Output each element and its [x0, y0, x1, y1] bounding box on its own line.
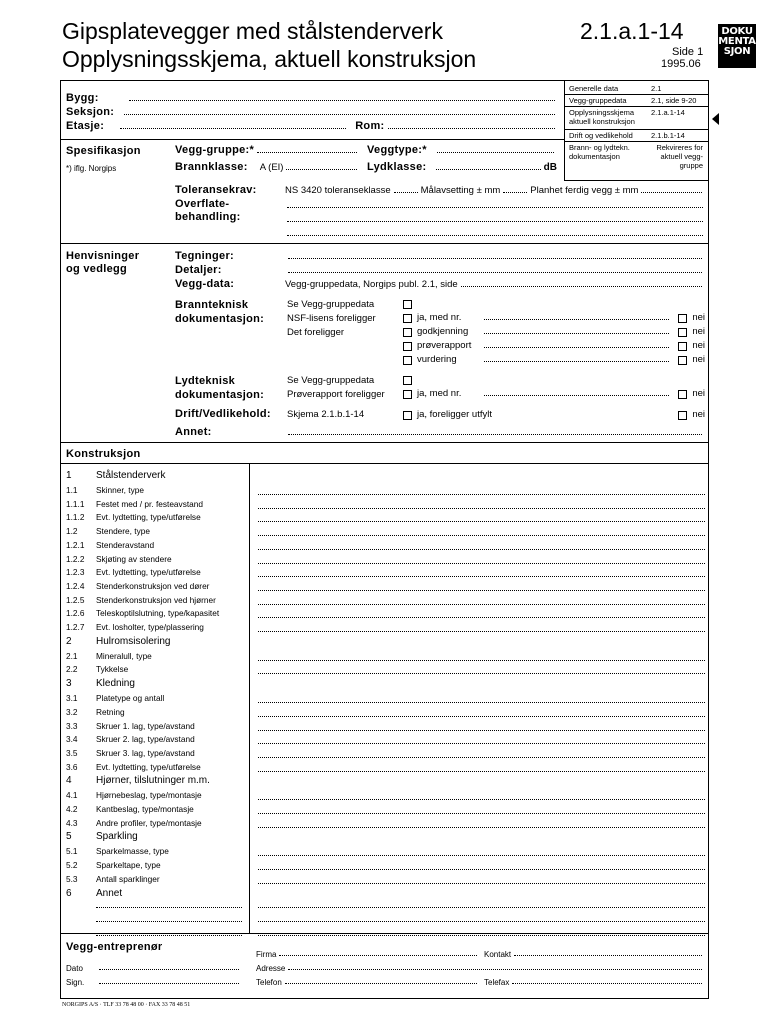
drift-ja-label: ja, foreligger utfylt: [417, 409, 492, 420]
item-label: Evt. lydtetting, type/utførelse: [96, 567, 201, 578]
ref-label: Generelle data: [569, 84, 619, 93]
item-number: 1.2.4: [66, 580, 85, 591]
veggtype-field[interactable]: [367, 144, 557, 156]
item-number: 3.4: [66, 734, 78, 745]
konstruksjon-item: [66, 581, 209, 591]
tegninger-label: Tegninger:: [175, 250, 235, 262]
veggtype-label: Veggtype:*: [367, 144, 427, 156]
drift-nei-label: nei: [692, 409, 705, 420]
annet-row[interactable]: [175, 426, 705, 438]
konstruksjon-item: [66, 707, 125, 717]
seksjon-row[interactable]: [66, 106, 558, 118]
item-label: Skinner, type: [96, 485, 144, 495]
proverapport-checkbox[interactable]: [403, 342, 412, 351]
item-label: Skruer 3. lag, type/avstand: [96, 747, 195, 758]
item-number: 3.3: [66, 720, 78, 731]
detaljer-row[interactable]: [175, 264, 705, 276]
answer-line[interactable]: [258, 734, 705, 744]
firma-row[interactable]: [256, 950, 480, 959]
answer-line[interactable]: [258, 608, 705, 618]
konstruksjon-item: [66, 790, 202, 800]
brannteknisk-label-2: dokumentasjon:: [175, 313, 265, 325]
item-label: Sparkling: [96, 831, 138, 843]
answer-line[interactable]: [258, 846, 705, 856]
item-number: 6: [66, 887, 72, 899]
lydteknisk-label-2: dokumentasjon:: [175, 389, 265, 401]
answer-line[interactable]: [258, 581, 705, 591]
konstruksjon-group: [66, 636, 170, 647]
item-label: Retning: [96, 706, 125, 717]
answer-line[interactable]: [258, 804, 705, 814]
ref-value: 2.1, side 9-20: [651, 96, 697, 105]
item-label: Stendere, type: [96, 526, 150, 537]
answer-line[interactable]: [258, 651, 705, 661]
nei-checkbox[interactable]: [678, 314, 687, 323]
item-number: 5.2: [66, 860, 78, 871]
lydklasse-label: Lydklasse:: [367, 161, 427, 173]
ref-label: Opplysningsskjema aktuell konstruksjon: [569, 108, 635, 126]
answer-line[interactable]: [258, 762, 705, 772]
vegg-data-label: Vegg-data:: [175, 278, 235, 290]
item-label: Hulromsisolering: [96, 635, 171, 647]
dokumentasjon-logo: [718, 24, 756, 68]
ref-label: Vegg-gruppedata: [569, 96, 627, 105]
ref-value: 2.1.a.1-14: [651, 108, 685, 117]
konstruksjon-item: [66, 748, 195, 758]
drift-ja-checkbox[interactable]: [403, 411, 412, 420]
detaljer-label: Detaljer:: [175, 264, 222, 276]
title-line-2: Opplysningsskjema, aktuell konstruksjon: [62, 46, 477, 72]
item-label: Stenderkonstruksjon ved dører: [96, 580, 210, 591]
telefax-label: Telefax: [484, 978, 510, 987]
item-label: Hjørner, tilslutninger m.m.: [96, 775, 210, 787]
item-label: Andre profiler, type/montasje: [96, 817, 202, 828]
annet-left-line[interactable]: [96, 912, 242, 922]
konstruksjon-item: [66, 595, 216, 605]
item-number: 4: [66, 775, 72, 787]
brannklasse-field[interactable]: [175, 161, 360, 173]
item-number: 2: [66, 635, 72, 647]
item-label: Antall sparklinger: [96, 873, 160, 884]
title-line-1: Gipsplatevegger med stålstenderverk: [62, 18, 443, 44]
adresse-label: Adresse: [256, 964, 286, 973]
answer-line[interactable]: [258, 664, 705, 674]
item-label: Mineralull, type: [96, 650, 152, 661]
overflate-line[interactable]: [287, 198, 703, 208]
answer-line[interactable]: [258, 540, 705, 550]
item-label: Stenderavstand: [96, 539, 155, 550]
brann-vurdering-row: [403, 354, 705, 365]
item-number: 5: [66, 831, 72, 843]
item-number: 1.1: [66, 485, 78, 495]
item-label: Skjøting av stendere: [96, 553, 172, 564]
konstruksjon-item: [66, 846, 169, 856]
item-label: Annet: [96, 887, 123, 899]
ja-med-nr-label: ja, med nr.: [417, 312, 462, 323]
konstruksjon-item: [66, 540, 154, 550]
telefon-row[interactable]: [256, 978, 480, 987]
nei-label: nei: [692, 354, 705, 365]
dato-row[interactable]: [66, 964, 242, 973]
annet-left-line[interactable]: [96, 898, 242, 908]
item-label: Festet med / pr. festeavstand: [96, 498, 203, 509]
item-number: 3.6: [66, 761, 78, 772]
kontakt-row[interactable]: [484, 950, 705, 959]
annet-left-line[interactable]: [96, 926, 242, 936]
firma-label: Firma: [256, 950, 277, 959]
vegg-gruppe-label: Vegg-gruppe:*: [175, 144, 255, 156]
item-label: Sparkeltape, type: [96, 860, 161, 871]
sign-row[interactable]: [66, 978, 242, 987]
konstruksjon-group: [66, 775, 210, 786]
konstruksjon-item: [66, 721, 195, 731]
nei-checkbox[interactable]: [678, 342, 687, 351]
se-vegg-checkbox[interactable]: [403, 300, 412, 309]
konstruksjon-item: [66, 512, 201, 522]
toleranse-text: NS 3420 toleranseklasse: [285, 185, 391, 196]
item-number: 4.2: [66, 804, 78, 814]
konstruksjon-item: [66, 874, 160, 884]
item-number: 3.2: [66, 706, 78, 717]
item-number: 1.2.2: [66, 553, 85, 564]
answer-line[interactable]: [258, 860, 705, 870]
se-vegg-gruppedata: Se Vegg-gruppedata: [287, 299, 375, 310]
lyd-proverapport: Prøverapport foreligger: [287, 389, 385, 400]
drift-row: [403, 409, 705, 420]
brann-godkjenning-row: [403, 326, 705, 337]
nei-label: nei: [692, 312, 705, 323]
lyd-nei-checkbox[interactable]: [678, 390, 687, 399]
item-number: 1.2.5: [66, 594, 85, 605]
item-label: Stenderkonstruksjon ved hjørner: [96, 594, 216, 605]
brannteknisk-label-1: Brannteknisk: [175, 299, 249, 311]
vurdering-checkbox[interactable]: [403, 356, 412, 365]
item-label: Hjørnebeslag, type/montasje: [96, 790, 202, 801]
etasje-label: Etasje:: [66, 120, 105, 132]
bygg-label: Bygg:: [66, 92, 99, 104]
vegg-gruppe-field[interactable]: [175, 144, 360, 156]
brann-ja-row: [403, 312, 705, 323]
item-label: Stålstenderverk: [96, 470, 166, 481]
nei-label: nei: [692, 326, 705, 337]
overflate-line[interactable]: [287, 226, 703, 236]
answer-line[interactable]: [258, 499, 705, 509]
item-label: Teleskoptilslutning, type/kapasitet: [96, 608, 220, 619]
drift-nei-checkbox[interactable]: [678, 411, 687, 420]
item-number: 3: [66, 678, 72, 690]
spesifikasjon-heading: Spesifikasjon: [66, 145, 141, 157]
answer-line[interactable]: [258, 554, 705, 564]
konstruksjon-item: [66, 651, 152, 661]
konstruksjon-item: [66, 554, 172, 564]
doc-number: 2.1.a.1-14: [580, 18, 684, 44]
logo-line: SJON: [723, 46, 751, 57]
entreprenor-heading: Vegg-entreprenør: [66, 941, 163, 953]
konstruksjon-item: [66, 804, 194, 814]
bygg-row[interactable]: [66, 92, 558, 104]
overflate-line[interactable]: [287, 212, 703, 222]
lydteknisk-label-1: Lydteknisk: [175, 375, 236, 387]
answer-line[interactable]: [258, 622, 705, 632]
answer-line[interactable]: [258, 485, 705, 495]
item-number: 1.2: [66, 526, 78, 537]
drift-label: Drift/Vedlikehold:: [175, 408, 271, 420]
answer-line[interactable]: [258, 874, 705, 884]
lyd-se-vegg-checkbox[interactable]: [403, 376, 412, 385]
item-number: 1: [66, 470, 72, 481]
henvisninger-heading-1: Henvisninger: [66, 250, 140, 262]
item-number: 1.2.1: [66, 539, 85, 550]
konstruksjon-group: [66, 678, 135, 689]
answer-line[interactable]: [258, 818, 705, 828]
ref-brann-lyd: [569, 143, 707, 170]
nei-checkbox[interactable]: [678, 356, 687, 365]
planhet-text: Planhet ferdig vegg ± mm: [530, 185, 639, 196]
proverapport-label: prøverapport: [417, 340, 472, 351]
konstruksjon-item: [66, 818, 202, 828]
brannklasse-label: Brannklasse:: [175, 161, 248, 173]
konstruksjon-item: [66, 499, 203, 509]
konstruksjon-item: [66, 664, 128, 674]
item-label: Kantbeslag, type/montasje: [96, 804, 194, 814]
konstruksjon-item: [66, 622, 204, 632]
answer-line[interactable]: [258, 595, 705, 605]
item-number: 1.1.1: [66, 498, 85, 509]
konstruksjon-item: [66, 860, 161, 870]
item-number: 3.1: [66, 693, 78, 704]
item-label: Skruer 1. lag, type/avstand: [96, 720, 195, 731]
item-number: 1.2.3: [66, 567, 85, 578]
item-label: Evt. losholter, type/plassering: [96, 622, 204, 632]
answer-line[interactable]: [258, 526, 705, 536]
ref-value: Rekvireres for aktuell vegg-gruppe: [656, 143, 703, 170]
doc-date: 1995.06: [661, 58, 701, 70]
item-number: 4.3: [66, 817, 78, 828]
annet-label: Annet:: [175, 426, 212, 438]
rom-label: Rom:: [355, 120, 385, 132]
drift-skjema: Skjema 2.1.b.1-14: [287, 409, 365, 420]
telefax-row[interactable]: [484, 978, 705, 987]
kontakt-label: Kontakt: [484, 950, 512, 959]
item-number: 2.2: [66, 664, 78, 675]
nsf-lisens: NSF-lisens foreligger: [287, 313, 376, 324]
answer-line[interactable]: [258, 748, 705, 758]
lyd-ja-row: [403, 388, 705, 399]
vegg-data-row[interactable]: [175, 278, 705, 290]
ref-drift: [569, 131, 707, 140]
henvisninger-heading-2: og vedlegg: [66, 263, 128, 275]
det-foreligger: Det foreligger: [287, 327, 345, 338]
seksjon-label: Seksjon:: [66, 106, 115, 118]
malavsetting-text: Målavsetting ± mm: [420, 185, 501, 196]
ja-med-nr-checkbox[interactable]: [403, 314, 412, 323]
item-label: Tykkelse: [96, 664, 129, 675]
lyd-ja-label: ja, med nr.: [417, 388, 462, 399]
konstruksjon-heading: Konstruksjon: [66, 448, 141, 460]
ref-label: Drift og vedlikehold: [569, 131, 633, 140]
item-number: 1.2.7: [66, 622, 85, 632]
item-number: 5.1: [66, 846, 78, 857]
ref-value: 2.1: [651, 84, 662, 93]
overflate-label-2: behandling:: [175, 211, 241, 223]
item-label: Skruer 2. lag, type/avstand: [96, 734, 195, 745]
item-number: 4.1: [66, 790, 78, 801]
konstruksjon-group: [66, 831, 138, 842]
overflate-label-1: Overflate-: [175, 198, 230, 210]
item-label: Kledning: [96, 678, 135, 690]
etasje-row[interactable]: [66, 120, 558, 132]
item-label: Platetype og antall: [96, 693, 165, 704]
answer-line[interactable]: [258, 512, 705, 522]
vurdering-label: vurdering: [417, 354, 457, 365]
brann-proverapport-row: [403, 340, 705, 351]
telefon-label: Telefon: [256, 978, 282, 987]
sign-label: Sign.: [66, 978, 85, 987]
dato-label: Dato: [66, 964, 83, 973]
vegg-data-text: Vegg-gruppedata, Norgips publ. 2.1, side: [285, 279, 458, 290]
page-number: Side 1: [672, 46, 704, 58]
lyd-ja-checkbox[interactable]: [403, 390, 412, 399]
item-number: 1.2.6: [66, 608, 85, 619]
nei-label: nei: [692, 340, 705, 351]
lyd-nei-label: nei: [692, 388, 705, 399]
konstruksjon-group: [66, 888, 122, 899]
answer-line[interactable]: [258, 693, 705, 703]
toleransekrav-row[interactable]: [175, 184, 705, 196]
answer-line[interactable]: [258, 790, 705, 800]
konstruksjon-item: [66, 762, 201, 772]
brannklasse-value: A (EI): [259, 162, 284, 173]
answer-line[interactable]: [258, 567, 705, 577]
item-number: 1.1.2: [66, 512, 85, 523]
nei-checkbox[interactable]: [678, 328, 687, 337]
konstruksjon-group: [66, 470, 165, 481]
lyd-se-vegg: Se Vegg-gruppedata: [287, 375, 375, 386]
konstruksjon-item: [66, 526, 150, 536]
lydklasse-field[interactable]: [367, 161, 557, 173]
item-number: 2.1: [66, 650, 78, 661]
pointer-arrow-icon: [712, 113, 719, 125]
item-label: Evt. lydtetting, type/utførelse: [96, 761, 201, 772]
logo-line: MENTA: [718, 36, 756, 47]
logo-line: DOKU: [721, 26, 753, 37]
item-number: 5.3: [66, 873, 78, 884]
ref-vegg-gruppe: [569, 96, 707, 105]
footer-text: NORGIPS A/S · TLF 33 78 48 00 · FAX 33 78 48 51: [62, 1002, 191, 1008]
godkjenning-label: godkjenning: [417, 326, 469, 337]
annet-right-line[interactable]: [258, 912, 705, 922]
lyd-unit: dB: [543, 162, 557, 173]
konstruksjon-item: [66, 567, 201, 577]
ref-opplysning: [569, 108, 707, 126]
spec-footnote: *) iflg. Norgips: [66, 164, 117, 173]
tegninger-row[interactable]: [175, 250, 705, 262]
toleransekrav-label: Toleransekrav:: [175, 184, 257, 196]
konstruksjon-item: [66, 693, 164, 703]
annet-right-line[interactable]: [258, 898, 705, 908]
ref-generelle: [569, 84, 707, 93]
konstruksjon-item: [66, 485, 144, 495]
answer-line[interactable]: [258, 707, 705, 717]
konstruksjon-item: [66, 608, 219, 618]
ref-value: 2.1.b.1-14: [651, 131, 685, 140]
item-number: 3.5: [66, 747, 78, 758]
answer-line[interactable]: [258, 721, 705, 731]
adresse-row[interactable]: [256, 964, 705, 973]
item-label: Sparkelmasse, type: [96, 846, 169, 857]
ref-label: Brann- og lydtekn. dokumentasjon: [569, 143, 630, 161]
item-label: Evt. lydtetting, type/utførelse: [96, 512, 201, 523]
godkjenning-checkbox[interactable]: [403, 328, 412, 337]
konstruksjon-item: [66, 734, 195, 744]
annet-right-line[interactable]: [258, 926, 705, 936]
